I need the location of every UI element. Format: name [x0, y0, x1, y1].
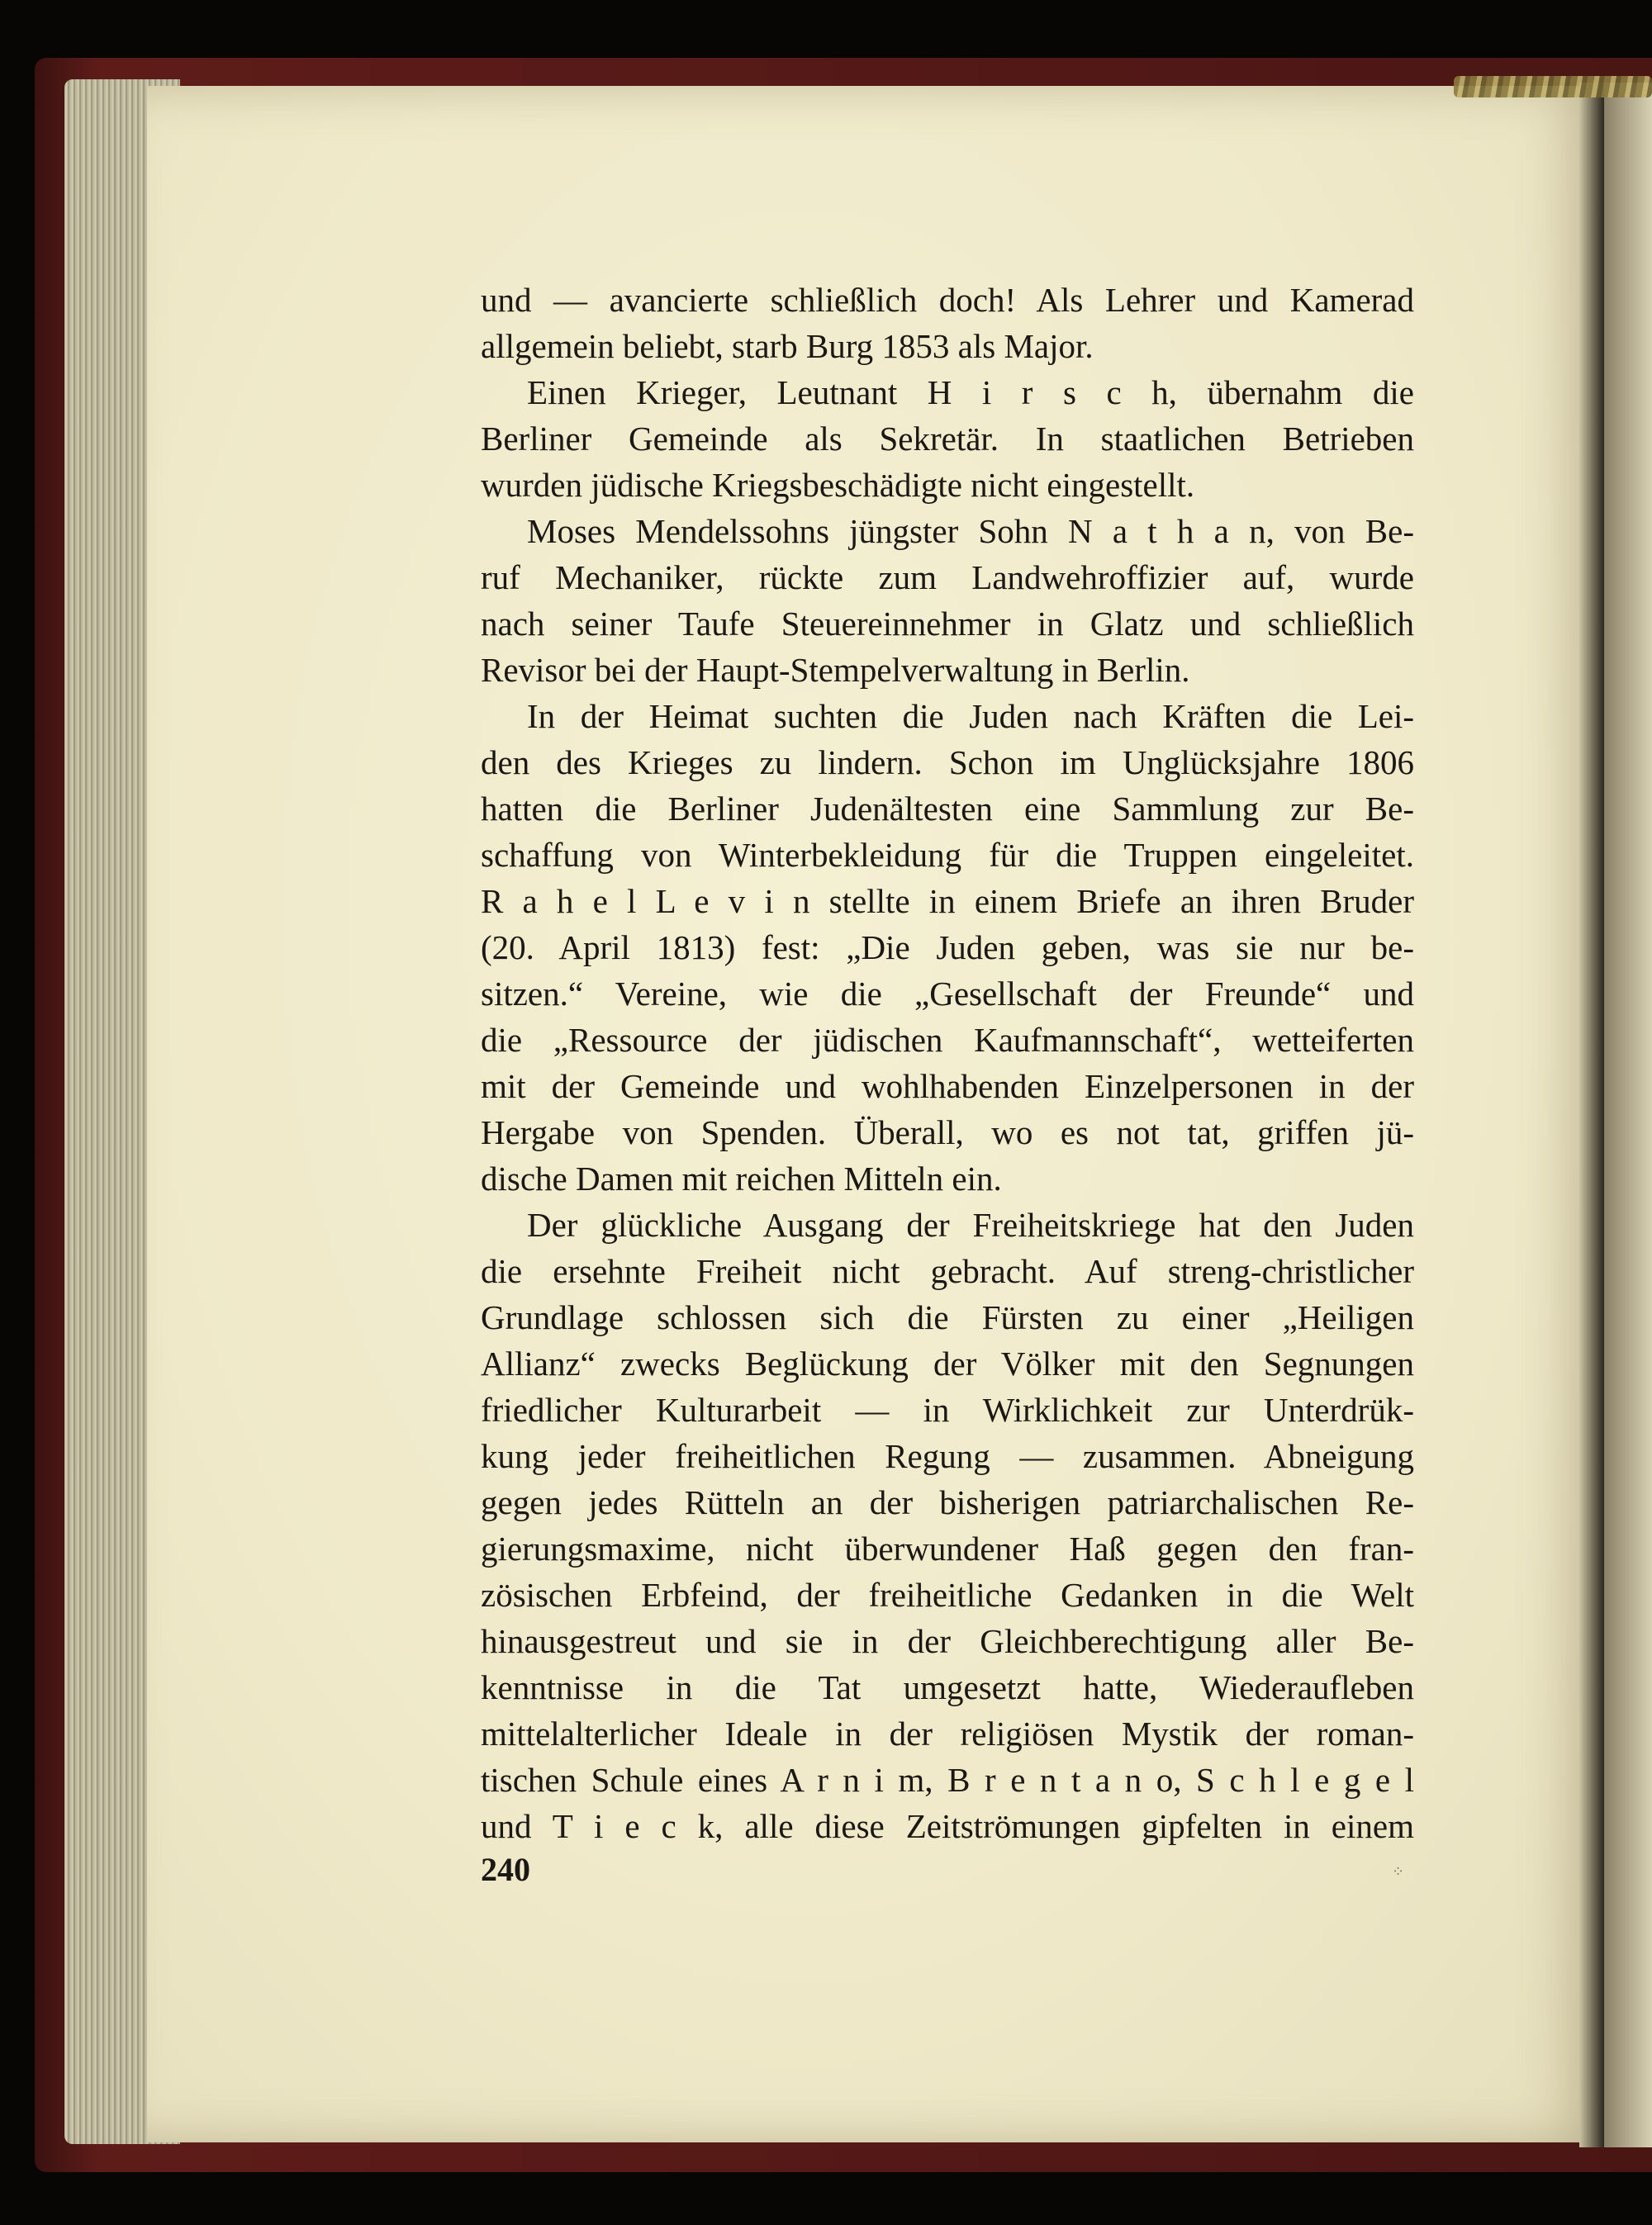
page-number: 240: [481, 1851, 530, 1888]
text-line: Moses Mendelssohns jüngster Sohn N a t h a n, von Be-: [527, 512, 1414, 550]
text-line: gegen jedes Rütteln an der bisherigen patriarchalischen Re-: [481, 1483, 1414, 1521]
text-line: Revisor bei der Haupt-Stempelverwaltung in Berlin.: [481, 651, 1190, 689]
paper-speck: ⁘: [1392, 1863, 1405, 1880]
page-text: [481, 277, 1414, 1849]
text-line: Berliner Gemeinde als Sekretär. In staatlichen Betrieben: [481, 420, 1414, 458]
text-line: die ersehnte Freiheit nicht gebracht. Auf streng-christlicher: [481, 1252, 1414, 1290]
text-line: wurden jüdische Kriegsbeschädigte nicht eingestellt.: [481, 466, 1195, 504]
text-line: nach seiner Taufe Steuereinnehmer in Glatz und schließlich: [481, 605, 1414, 643]
text-line: kung jeder freiheitlichen Regung — zusammen. Abneigung: [481, 1437, 1414, 1475]
text-line: In der Heimat suchten die Juden nach Kräften die Lei-: [527, 697, 1414, 735]
text-line: gierungsmaxime, nicht überwundener Haß gegen den fran-: [481, 1530, 1414, 1568]
text-line: den des Krieges zu lindern. Schon im Unglücksjahre 1806: [481, 743, 1414, 781]
bookmark-ribbon: [1454, 76, 1652, 97]
text-line: dische Damen mit reichen Mitteln ein.: [481, 1160, 1002, 1198]
text-line: zösischen Erbfeind, der freiheitliche Gedanken in die Welt: [481, 1576, 1414, 1614]
text-line: Einen Krieger, Leutnant H i r s c h, übernahm die: [527, 373, 1414, 411]
text-line: allgemein beliebt, starb Burg 1853 als Major.: [481, 327, 1094, 365]
text-line: schaffung von Winterbekleidung für die Truppen eingeleitet.: [481, 836, 1414, 874]
facing-page-edge: [1604, 83, 1652, 2147]
text-line: ruf Mechaniker, rückte zum Landwehroffizier auf, wurde: [481, 558, 1414, 596]
text-line: friedlicher Kulturarbeit — in Wirklichkeit zur Unterdrük-: [481, 1391, 1414, 1429]
text-line: mit der Gemeinde und wohlhabenden Einzelpersonen in der: [481, 1067, 1414, 1105]
text-line: kenntnisse in die Tat umgesetzt hatte, Wiederaufleben: [481, 1668, 1414, 1706]
text-line: Der glückliche Ausgang der Freiheitskriege hat den Juden: [527, 1206, 1414, 1244]
book-gutter: [1579, 83, 1604, 2147]
text-line: R a h e l L e v i n stellte in einem Briefe an ihren Bruder: [481, 882, 1414, 920]
text-line: hatten die Berliner Judenältesten eine Sammlung zur Be-: [481, 790, 1414, 828]
text-line: Grundlage schlossen sich die Fürsten zu einer „Heiligen: [481, 1298, 1414, 1336]
text-line: Allianz“ zwecks Beglückung der Völker mit den Segnungen: [481, 1345, 1414, 1383]
text-line: (20. April 1813) fest: „Die Juden geben, was sie nur be-: [481, 928, 1414, 966]
text-line: sitzen.“ Vereine, wie die „Gesellschaft der Freunde“ und: [481, 975, 1414, 1013]
text-line: mittelalterlicher Ideale in der religiösen Mystik der roman-: [481, 1715, 1414, 1753]
text-line: und T i e c k, alle diese Zeitströmungen gipfelten in einem: [481, 1807, 1414, 1845]
text-line: hinausgestreut und sie in der Gleichberechtigung aller Be-: [481, 1622, 1414, 1660]
text-line: die „Ressource der jüdischen Kaufmannschaft“, wetteiferten: [481, 1021, 1414, 1059]
text-line: Hergabe von Spenden. Überall, wo es not tat, griffen jü-: [481, 1113, 1414, 1151]
text-line: und — avancierte schließlich doch! Als Lehrer und Kamerad: [481, 281, 1414, 319]
text-line: tischen Schule eines A r n i m, B r e n t a n o, S c h l e g e l: [481, 1761, 1414, 1799]
